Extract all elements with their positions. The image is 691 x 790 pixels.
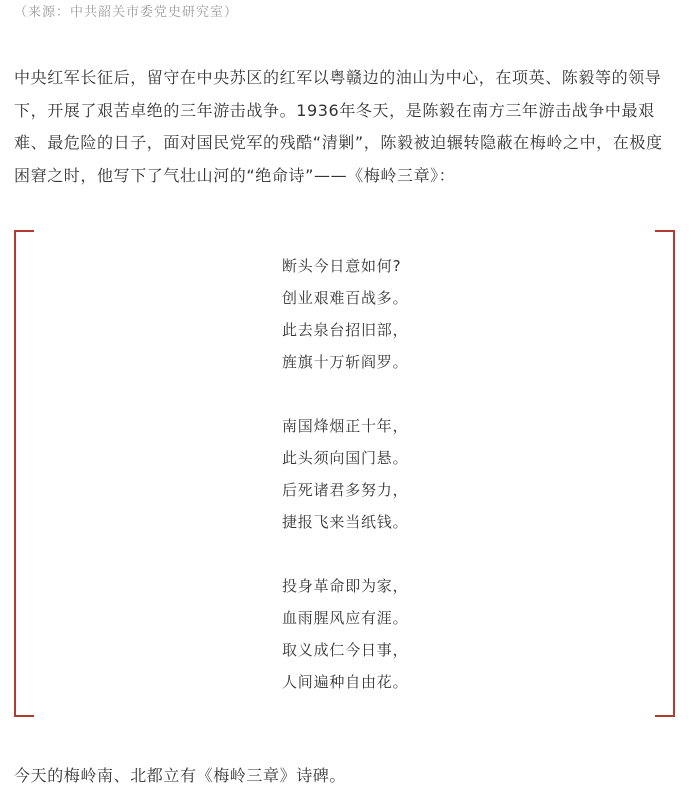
poem-line: 南国烽烟正十年， <box>282 417 409 435</box>
frame-corner-bottom-right <box>655 715 673 717</box>
frame-corner-bottom-left <box>16 715 34 717</box>
poem-line: 断头今日意如何? <box>282 257 402 275</box>
poem-line: 此头须向国门悬。 <box>282 449 409 467</box>
poem <box>282 250 408 698</box>
poem-stanza-2 <box>282 410 408 538</box>
intro-paragraph <box>14 62 678 192</box>
poem-line: 创业艰难百战多。 <box>282 289 409 307</box>
poem-line: 取义成仁今日事， <box>282 641 409 659</box>
poem-line: 投身革命即为家， <box>282 577 409 595</box>
poem-line: 后死诸君多努力， <box>282 481 409 499</box>
source-note: （来源：中共韶关市委党史研究室） <box>14 5 239 20</box>
poem-stanza-3 <box>282 570 408 698</box>
poem-stanza-1 <box>282 250 408 378</box>
closing-paragraph: 今天的梅岭南、北都立有《梅岭三章》诗碑。 <box>14 766 347 785</box>
poem-frame <box>14 230 675 717</box>
intro-text: 中央红军长征后，留守在中央苏区的红军以粤赣边的油山为中心，在项英、陈毅等的领导下，开展了艰苦卓绝的三年游击战争。1936年冬天，是陈毅在南方三年游击战争中最艰难、最危险的日子，面对国民党军的残酷“清剿”，陈毅被迫辗转隐蔽在梅岭之中，在极度困窘之时，他写下了气壮山河的“绝命诗”——《梅岭三章》： <box>14 68 663 185</box>
poem-line: 捷报飞来当纸钱。 <box>282 513 409 531</box>
frame-corner-top-left <box>16 230 34 232</box>
poem-line: 旌旗十万斩阎罗。 <box>282 353 409 371</box>
poem-line: 此去泉台招旧部， <box>282 321 409 339</box>
poem-line: 人间遍种自由花。 <box>282 673 409 691</box>
poem-line: 血雨腥风应有涯。 <box>282 609 409 627</box>
frame-corner-top-right <box>655 230 673 232</box>
